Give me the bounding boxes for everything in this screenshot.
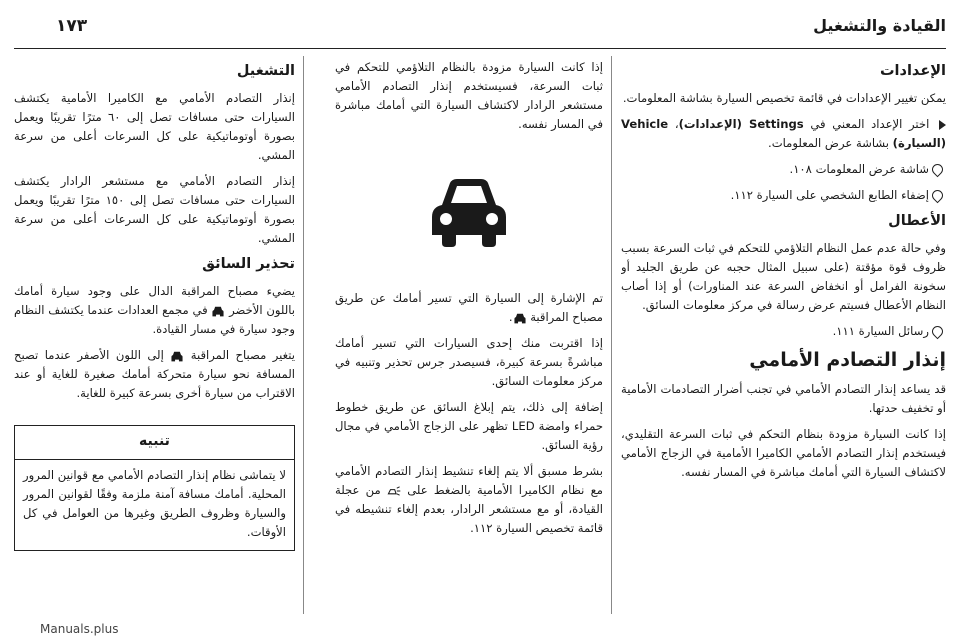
car-front-icon bbox=[513, 312, 527, 324]
page-number: ١٧٣ bbox=[56, 16, 88, 36]
note-text: لا يتماشى نظام إنذار التصادم الأمامي مع قوانين المرور المحلية. أمامك مسافة آمنة ملزمة وفقًا لقوانين المرور والسيارة وظروف الطريق وغيرها من العوامل في كل الأوقات. bbox=[23, 468, 286, 539]
paragraph bbox=[14, 282, 295, 339]
text: تم الإشارة إلى السيارة التي تسير أمامك عن طريق مصباح المراقبة bbox=[335, 291, 603, 324]
reference bbox=[621, 322, 946, 341]
page-reference-icon bbox=[930, 324, 946, 340]
note-title: تنبيه bbox=[15, 426, 294, 460]
paragraph bbox=[14, 346, 295, 403]
paragraph: وفي حالة عدم عمل النظام التلاؤمي للتحكم في ثبات السرعة بسبب ظروف قوة مؤقتة (على سبيل المثال حجبه عن طريق الجليد أو سخونة الفرامل أو انخفاض السرعة عند المناورات) أو إذا أصاب النظام الأعطال فسيتم عرض رسالة في مركز معلومات السائق. bbox=[621, 241, 946, 312]
text: رسائل السيارة ١١١. bbox=[832, 324, 929, 338]
paragraph: إضافة إلى ذلك، يتم إبلاغ السائق عن طريق خطوط حمراء وامضة LED تظهر على الزجاج الأمامي في مجال رؤية السائق. bbox=[335, 400, 603, 452]
reference bbox=[621, 186, 946, 205]
column-middle bbox=[335, 58, 603, 618]
heading-faults: الأعطال bbox=[888, 213, 946, 229]
heading-forward-collision-alert: إنذار التصادم الأمامي bbox=[749, 349, 946, 371]
paragraph bbox=[335, 289, 603, 327]
paragraph bbox=[621, 115, 946, 153]
paragraph bbox=[335, 462, 603, 538]
paragraph: إذا كانت السيارة مزودة بنظام التحكم في ثبات السرعة التقليدي، فيستخدم إنذار التصادم الأمامي الكاميرا الأمامية في الزجاج الأمامي لاكتشاف السيارة التي أمامك مباشرة في المسار نفسه. bbox=[621, 427, 946, 479]
page-reference-icon bbox=[930, 188, 946, 204]
note-body bbox=[15, 460, 294, 550]
text: . bbox=[508, 310, 513, 324]
text: يضيء مصباح المراقبة الدال على وجود سيارة أمامك باللون الأخضر bbox=[14, 284, 295, 317]
text: بشاشة عرض المعلومات. bbox=[768, 136, 893, 150]
collision-alert-button-icon bbox=[387, 485, 401, 497]
column-right bbox=[621, 58, 946, 618]
text: شاشة عرض المعلومات ١٠٨. bbox=[789, 162, 929, 176]
column-divider bbox=[303, 56, 304, 614]
text: بشرط مسبق ألا يتم إلغاء تنشيط إنذار التصادم الأمامي مع نظام الكاميرا الأمامية بالضغط على bbox=[335, 464, 603, 497]
paragraph: إذا اقتربت منك إحدى السيارات التي تسير أمامك مباشرةً بسرعة كبيرة، فسيصدر جرس تحذير وتنبيه في مركز معلومات السائق. bbox=[335, 336, 603, 388]
text: من عجلة القيادة، أو مع مستشعر الرادار، بعدم إلغاء تنشيطه في قائمة تخصيص السيارة ١١٢. bbox=[335, 483, 603, 535]
car-front-icon bbox=[170, 350, 184, 362]
text: في مجمع العدادات عندما يكتشف النظام وجود سيارة في مسار القيادة. bbox=[14, 303, 295, 336]
text: اختر الإعداد المعني في bbox=[803, 117, 930, 131]
heading-operation: التشغيل bbox=[236, 63, 295, 79]
paragraph: قد يساعد إنذار التصادم الأمامي في تجنب أضرار التصادمات الأمامية أو تخفيف حدتها. bbox=[621, 382, 946, 415]
page-reference-icon bbox=[930, 162, 946, 178]
page-title: القيادة والتشغيل bbox=[813, 16, 946, 35]
vehicle-ahead-icon-illustration bbox=[335, 141, 603, 281]
paragraph: يمكن تغيير الإعدادات في قائمة تخصيص السيارة بشاشة المعلومات. bbox=[622, 91, 946, 105]
paragraph: إنذار التصادم الأمامي مع الكاميرا الأمامية يكتشف السيارات حتى مسافات تصل إلى ٦٠ مترًا تقريبًا ويعمل بصورة أوتوماتيكية على كل السرعات أعلى من سرعة المشي. bbox=[14, 91, 295, 162]
settings-menu-label: Settings (الإعدادات) bbox=[678, 117, 804, 131]
car-front-icon bbox=[211, 305, 225, 317]
paragraph: إنذار التصادم الأمامي مع مستشعر الرادار يكتشف السيارات حتى مسافات تصل إلى ١٥٠ مترًا تقريبًا ويعمل بصورة أوتوماتيكية على كل السرعات أعلى من سرعة المشي. bbox=[14, 174, 295, 245]
text: ، bbox=[668, 117, 679, 131]
car-front-icon bbox=[424, 171, 514, 251]
header-rule bbox=[14, 48, 946, 49]
text: يتغير مصباح المراقبة bbox=[190, 348, 295, 362]
vehicle-menu-label: Vehicle (السيارة) bbox=[621, 117, 946, 150]
reference bbox=[621, 160, 946, 179]
column-left bbox=[14, 58, 295, 618]
heading-driver-warning: تحذير السائق bbox=[202, 256, 295, 272]
arrow-icon bbox=[939, 120, 946, 130]
text: إضفاء الطابع الشخصي على السيارة ١١٢. bbox=[730, 188, 929, 202]
footer-watermark: Manuals.plus bbox=[40, 622, 119, 636]
caution-note bbox=[14, 425, 295, 551]
page-header bbox=[14, 8, 946, 48]
paragraph: إذا كانت السيارة مزودة بالنظام التلاؤمي للتحكم في ثبات السرعة، فسيستخدم إنذار التصادم الأمامي مستشعر الرادار لاكتشاف السيارة التي أمامك مباشرة في المسار نفسه. bbox=[335, 60, 603, 131]
heading-settings: الإعدادات bbox=[879, 63, 946, 79]
text: إلى اللون الأصفر عندما تصبح المسافة نحو سيارة متحركة أمامك صغيرة للغاية أو عند الاقتراب من سيارة أخرى بسرعة كبيرة للغاية. bbox=[14, 348, 295, 400]
column-divider bbox=[611, 56, 612, 614]
